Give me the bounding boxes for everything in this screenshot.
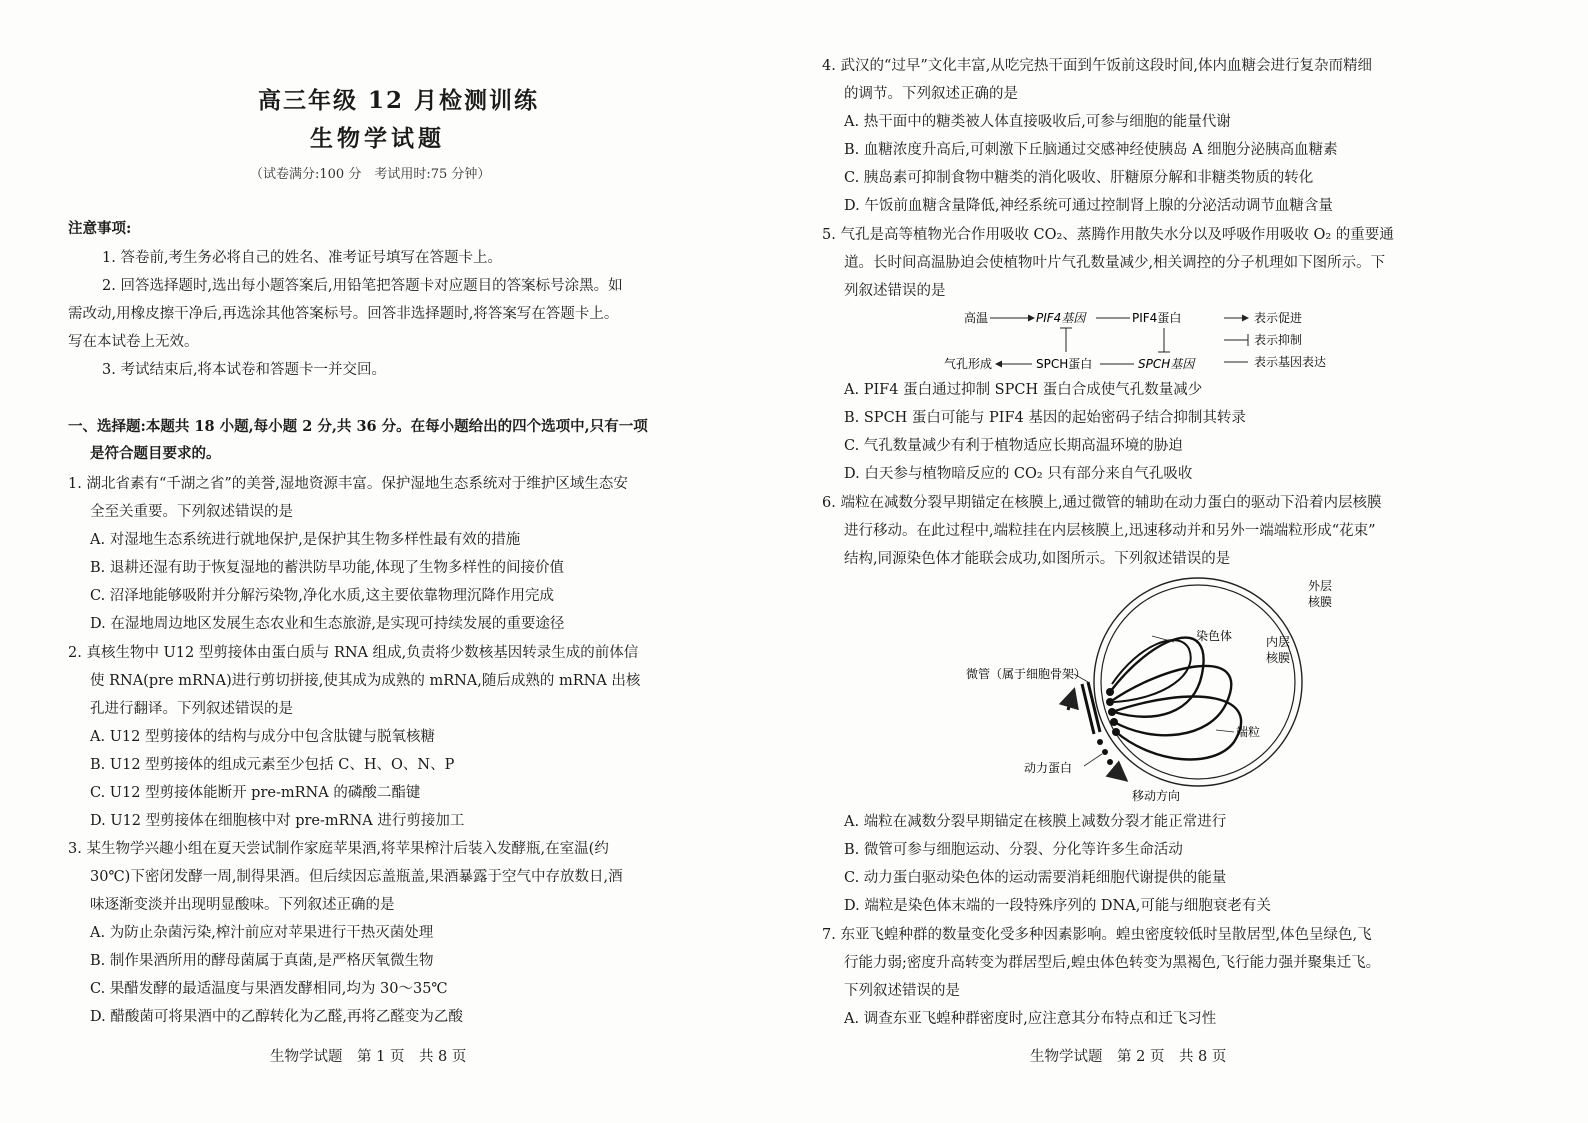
option: A. 为防止杂菌污染,榨汁前应对苹果进行干热灭菌处理: [90, 925, 434, 941]
label-inner-membrane: 内层: [1266, 635, 1291, 649]
question-stem: 30℃)下密闭发酵一周,制得果酒。但后续因忘盖瓶盖,果酒暴露于空气中存放数日,酒: [90, 869, 623, 885]
question-stem: 道。长时间高温胁迫会使植物叶片气孔数量减少,相关调控的分子机理如下图所示。下: [844, 255, 1386, 271]
question-stem: 味逐渐变淡并出现明显酸味。下列叙述正确的是: [90, 897, 395, 913]
label-dynein: 动力蛋白: [1024, 761, 1073, 775]
dynein: [1097, 739, 1103, 745]
option: A. 热干面中的糖类被人体直接吸收后,可参与细胞的能量代谢: [844, 114, 1231, 130]
legend-expression: 表示基因表达: [1254, 355, 1327, 369]
telomere: [1106, 688, 1114, 696]
option: D. 白天参与植物暗反应的 CO₂ 只有部分来自气孔吸收: [844, 466, 1193, 482]
diagram-high-temp: 高温: [964, 311, 989, 325]
dynein: [1107, 759, 1113, 765]
notice-line: 1. 答卷前,考生务必将自己的姓名、准考证号填写在答题卡上。: [102, 250, 503, 266]
legend-promote: 表示促进: [1254, 311, 1303, 325]
page-footer: 生物学试题 第 1 页 共 8 页: [270, 1049, 467, 1065]
question-stem: 行能力弱;密度升高转变为群居型后,蝗虫体色转变为黑褐色,飞行能力强并聚集迁飞。: [844, 955, 1381, 971]
leader-line: [1084, 754, 1102, 766]
label-chromosome: 染色体: [1196, 629, 1233, 643]
notice-line: 2. 回答选择题时,选出每小题答案后,用铅笔把答题卡对应题目的答案标号涂黑。如: [102, 278, 623, 294]
question-stem: 下列叙述错误的是: [844, 983, 960, 999]
question-stem: 3. 某生物学兴趣小组在夏天尝试制作家庭苹果酒,将苹果榨汁后装入发酵瓶,在室温(约: [68, 841, 609, 857]
option: D. 在湿地周边地区发展生态农业和生态旅游,是实现可持续发展的重要途径: [90, 616, 565, 632]
option: D. 午饭前血糖含量降低,神经系统可通过控制肾上腺的分泌活动调节血糖含量: [844, 198, 1333, 214]
option: D. 端粒是染色体末端的一段特殊序列的 DNA,可能与细胞衰老有关: [844, 898, 1271, 914]
label-inner-membrane-2: 核膜: [1266, 651, 1291, 665]
question-stem: 进行移动。在此过程中,端粒挂在内层核膜上,迅速移动并和另外一端端粒形成“花束”: [844, 523, 1376, 539]
diagram-stomata: 气孔形成: [944, 357, 993, 371]
telomere: [1106, 698, 1114, 706]
chromosome-loop: [1112, 697, 1241, 760]
label-microtubule: 微管（属于细胞骨架）: [966, 667, 1087, 681]
option: B. U12 型剪接体的组成元素至少包括 C、H、O、N、P: [90, 757, 455, 773]
diagram-spch-gene: SPCH基因: [1138, 357, 1195, 371]
question-stem: 孔进行翻译。下列叙述错误的是: [90, 701, 293, 717]
option: A. 对湿地生态系统进行就地保护,是保护其生物多样性最有效的措施: [90, 532, 521, 548]
question-stem: 2. 真核生物中 U12 型剪接体由蛋白质与 RNA 组成,负责将少数核基因转录生成的前体信: [68, 645, 639, 661]
section-heading: 是符合题目要求的。: [90, 445, 221, 462]
label-outer-membrane-2: 核膜: [1308, 595, 1333, 609]
question-stem: 使 RNA(pre mRNA)进行剪切拼接,使其成为成熟的 mRNA,随后成熟的 mRNA 出核: [90, 673, 641, 689]
direction-arrow: [1114, 770, 1126, 780]
label-outer-membrane: 外层: [1308, 579, 1333, 593]
option: C. 胰岛素可抑制食物中糖类的消化吸收、肝糖原分解和非糖类物质的转化: [844, 170, 1314, 186]
notice-line: 3. 考试结束后,将本试卷和答题卡一并交回。: [102, 362, 387, 378]
label-direction: 移动方向: [1132, 789, 1181, 803]
diagram-pif4-protein: PIF4蛋白: [1132, 311, 1182, 325]
question-stem: 的调节。下列叙述正确的是: [844, 86, 1018, 102]
option: C. 气孔数量减少有利于植物适应长期高温环境的胁迫: [844, 438, 1183, 454]
notice-heading: 注意事项:: [68, 220, 132, 237]
question-stem: 全至关重要。下列叙述错误的是: [90, 504, 293, 520]
telomere: [1108, 708, 1116, 716]
exam-title: 高三年级 12 月检测训练: [258, 87, 540, 114]
option: C. U12 型剪接体能断开 pre-mRNA 的磷酸二酯键: [90, 785, 421, 801]
direction-arrow: [1068, 690, 1074, 710]
diagram-spch-protein: SPCH蛋白: [1036, 357, 1093, 371]
option: C. 果醋发酵的最适温度与果酒发酵相同,均为 30～35℃: [90, 981, 448, 997]
question-stem: 列叙述错误的是: [844, 283, 946, 299]
telomere: [1110, 718, 1118, 726]
inner-membrane: [1101, 585, 1295, 779]
question-stem: 4. 武汉的“过早”文化丰富,从吃完热干面到午饭前这段时间,体内血糖会进行复杂而精细: [822, 58, 1372, 74]
option: A. U12 型剪接体的结构与成分中包含肽键与脱氧核糖: [90, 729, 435, 745]
option: B. SPCH 蛋白可能与 PIF4 基因的起始密码子结合抑制其转录: [844, 410, 1246, 426]
exam-meta: （试卷满分:100 分 考试用时:75 分钟）: [250, 167, 491, 182]
nucleus-figure: [964, 574, 1354, 806]
option: B. 血糖浓度升高后,可刺激下丘脑通过交感神经使胰岛 A 细胞分泌胰高血糖素: [844, 142, 1338, 158]
option: D. U12 型剪接体在细胞核中对 pre-mRNA 进行剪接加工: [90, 813, 465, 829]
legend-inhibit: 表示抑制: [1254, 333, 1303, 347]
page-2: [794, 0, 1588, 1123]
section-heading: 一、选择题:本题共 18 小题,每小题 2 分,共 36 分。在每小题给出的四个选项中,只有一项: [68, 418, 648, 435]
question-stem: 7. 东亚飞蝗种群的数量变化受多种因素影响。蝗虫密度较低时呈散居型,体色呈绿色,飞: [822, 927, 1372, 943]
option: D. 醋酸菌可将果酒中的乙醇转化为乙醛,再将乙醛变为乙酸: [90, 1009, 463, 1025]
outer-membrane: [1094, 578, 1302, 786]
exam-subtitle: 生物学试题: [310, 125, 445, 152]
question-stem: 结构,同源染色体才能联会成功,如图所示。下列叙述错误的是: [844, 551, 1231, 567]
label-telomere: 端粒: [1236, 725, 1261, 739]
option: B. 制作果酒所用的酵母菌属于真菌,是严格厌氧微生物: [90, 953, 434, 969]
regulation-diagram: [944, 302, 1364, 378]
notice-line: 写在本试卷上无效。: [68, 334, 199, 350]
question-stem: 1. 湖北省素有“千湖之省”的美誉,湿地资源丰富。保护湿地生态系统对于维护区域生态安: [68, 476, 628, 492]
dynein: [1102, 749, 1108, 755]
page-footer: 生物学试题 第 2 页 共 8 页: [1030, 1049, 1227, 1065]
question-stem: 5. 气孔是高等植物光合作用吸收 CO₂、蒸腾作用散失水分以及呼吸作用吸收 O₂ 的重要通: [822, 227, 1394, 243]
leader-line: [1216, 730, 1234, 732]
option: B. 微管可参与细胞运动、分裂、分化等许多生命活动: [844, 842, 1183, 858]
option: A. 端粒在减数分裂早期锚定在核膜上减数分裂才能正常进行: [844, 814, 1227, 830]
question-stem: 6. 端粒在减数分裂早期锚定在核膜上,通过微管的辅助在动力蛋白的驱动下沿着内层核膜: [822, 495, 1382, 511]
microtubule: [1082, 684, 1094, 734]
diagram-pif4-gene: PIF4基因: [1036, 311, 1086, 325]
option: B. 退耕还湿有助于恢复湿地的蓄洪防旱功能,体现了生物多样性的间接价值: [90, 560, 564, 576]
option: C. 沼泽地能够吸附并分解污染物,净化水质,这主要依靠物理沉降作用完成: [90, 588, 555, 604]
option: A. PIF4 蛋白通过抑制 SPCH 蛋白合成使气孔数量减少: [844, 382, 1203, 398]
option: A. 调查东亚飞蝗种群密度时,应注意其分布特点和迁飞习性: [844, 1011, 1217, 1027]
notice-line: 需改动,用橡皮擦干净后,再选涂其他答案标号。回答非选择题时,将答案写在答题卡上。: [68, 306, 619, 322]
telomere: [1112, 728, 1120, 736]
option: C. 动力蛋白驱动染色体的运动需要消耗细胞代谢提供的能量: [844, 870, 1227, 886]
